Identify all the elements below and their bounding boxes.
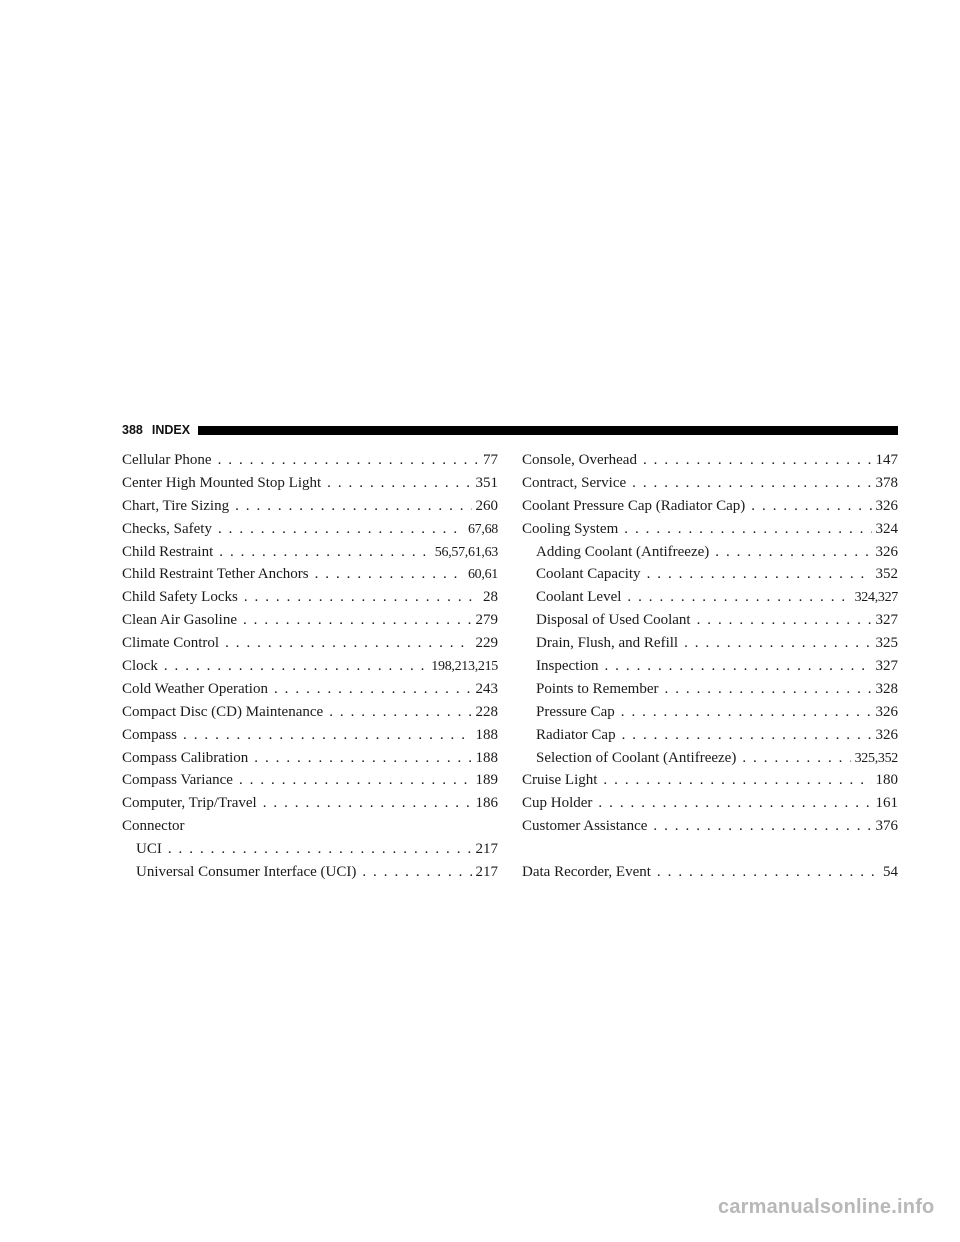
entry-label: Universal Consumer Interface (UCI) bbox=[136, 864, 357, 881]
entry-pages: 188 bbox=[475, 749, 498, 766]
entry-label: Inspection bbox=[536, 658, 599, 675]
index-column-right bbox=[522, 449, 898, 884]
entry-label: Cooling System bbox=[522, 520, 619, 537]
entry-label: Cold Weather Operation bbox=[122, 680, 268, 697]
entry-pages: 67,68 bbox=[467, 521, 498, 537]
entry-pages: 326 bbox=[875, 497, 898, 514]
entry-pages: 77 bbox=[483, 452, 498, 468]
entry-pages: 352 bbox=[875, 566, 898, 583]
index-subentry bbox=[522, 563, 898, 586]
page-number: 388 bbox=[122, 423, 143, 437]
section-title: INDEX bbox=[151, 423, 191, 437]
entry-pages: 147 bbox=[875, 452, 898, 468]
entry-pages: 325,352 bbox=[854, 750, 898, 766]
dot-leader bbox=[603, 769, 871, 792]
dot-leader bbox=[598, 792, 871, 815]
dot-leader bbox=[751, 495, 871, 518]
entry-label: Child Restraint bbox=[122, 543, 214, 560]
page-header bbox=[122, 420, 898, 440]
entry-pages: 228 bbox=[475, 703, 498, 720]
entry-pages: 328 bbox=[875, 680, 898, 697]
entry-label: Points to Remember bbox=[536, 680, 659, 697]
entry-label: Radiator Cap bbox=[536, 726, 616, 743]
entry-pages: 327 bbox=[875, 612, 898, 629]
entry-pages: 327 bbox=[875, 658, 898, 675]
index-entry bbox=[122, 449, 498, 472]
dot-leader bbox=[315, 563, 464, 586]
index-subentry bbox=[522, 747, 898, 770]
index-entry bbox=[122, 632, 498, 655]
index-subentry bbox=[522, 609, 898, 632]
entry-pages: 326 bbox=[875, 703, 898, 720]
dot-leader bbox=[647, 563, 872, 586]
index-subentry bbox=[522, 541, 898, 564]
dot-leader bbox=[604, 655, 871, 678]
index-subentry bbox=[522, 586, 898, 609]
index-entry bbox=[122, 747, 498, 770]
entry-pages: 188 bbox=[475, 726, 498, 743]
dot-leader bbox=[218, 518, 464, 541]
entry-label: Disposal of Used Coolant bbox=[536, 612, 691, 629]
dot-leader bbox=[329, 701, 471, 724]
entry-pages: 260 bbox=[475, 497, 498, 514]
header-rule bbox=[198, 426, 898, 435]
entry-pages: 325 bbox=[875, 635, 898, 652]
dot-leader bbox=[715, 541, 871, 564]
index-entry bbox=[522, 815, 898, 838]
dot-leader bbox=[742, 747, 850, 770]
entry-pages: 198,213,215 bbox=[431, 659, 498, 675]
dot-leader bbox=[225, 632, 471, 655]
dot-leader bbox=[168, 838, 472, 861]
entry-pages: 279 bbox=[475, 612, 498, 629]
entry-label: Clock bbox=[122, 658, 158, 675]
entry-label: Cruise Light bbox=[522, 772, 598, 789]
entry-pages: 351 bbox=[475, 474, 498, 491]
entry-label: Connector bbox=[122, 818, 185, 835]
index-entry bbox=[122, 609, 498, 632]
dot-leader bbox=[684, 632, 871, 655]
entry-pages: 217 bbox=[475, 841, 498, 858]
dot-leader bbox=[254, 747, 471, 770]
entry-label: Cellular Phone bbox=[122, 452, 212, 468]
index-entry bbox=[122, 655, 498, 678]
entry-label: Adding Coolant (Antifreeze) bbox=[536, 543, 710, 560]
index-entry bbox=[522, 769, 898, 792]
entry-label: Compass Calibration bbox=[122, 749, 249, 766]
entry-label: Compass bbox=[122, 726, 178, 743]
index-entry bbox=[122, 518, 498, 541]
dot-leader bbox=[327, 472, 471, 495]
dot-leader bbox=[697, 609, 872, 632]
dot-leader bbox=[653, 815, 871, 838]
index-entry bbox=[122, 541, 498, 564]
index-entry bbox=[122, 769, 498, 792]
index-subentry bbox=[522, 701, 898, 724]
entry-pages: 326 bbox=[875, 726, 898, 743]
entry-label: Compass Variance bbox=[122, 772, 233, 789]
blank-row bbox=[522, 838, 898, 861]
index-entry bbox=[122, 495, 498, 518]
entry-label: UCI bbox=[136, 841, 162, 858]
entry-pages: 376 bbox=[875, 818, 898, 835]
index-subentry bbox=[122, 838, 498, 861]
index-entry bbox=[122, 586, 498, 609]
entry-label: Coolant Pressure Cap (Radiator Cap) bbox=[522, 497, 746, 514]
dot-leader bbox=[622, 724, 872, 747]
entry-label: Customer Assistance bbox=[522, 818, 648, 835]
watermark: carmanualsonline.info bbox=[718, 1196, 935, 1218]
dot-leader bbox=[627, 586, 850, 609]
entry-pages: 217 bbox=[475, 864, 498, 881]
entry-pages: 326 bbox=[875, 543, 898, 560]
entry-label: Child Safety Locks bbox=[122, 589, 238, 606]
index-entry bbox=[122, 724, 498, 747]
dot-leader bbox=[244, 586, 479, 609]
entry-label: Computer, Trip/Travel bbox=[122, 795, 257, 812]
entry-label: Center High Mounted Stop Light bbox=[122, 474, 322, 491]
dot-leader bbox=[164, 655, 427, 678]
dot-leader bbox=[219, 541, 431, 564]
entry-pages: 243 bbox=[475, 680, 498, 697]
dot-leader bbox=[657, 861, 879, 884]
index-subentry bbox=[522, 655, 898, 678]
index-subentry bbox=[522, 632, 898, 655]
entry-pages: 161 bbox=[875, 795, 898, 812]
dot-leader bbox=[183, 724, 471, 747]
entry-label: Data Recorder, Event bbox=[522, 864, 651, 881]
index-subentry bbox=[522, 678, 898, 701]
index-entry bbox=[122, 792, 498, 815]
index-entry bbox=[122, 815, 498, 838]
entry-pages: 56,57,61,63 bbox=[434, 544, 498, 560]
entry-label: Pressure Cap bbox=[536, 703, 615, 720]
dot-leader bbox=[243, 609, 472, 632]
entry-label: Chart, Tire Sizing bbox=[122, 497, 230, 514]
dot-leader bbox=[624, 518, 871, 541]
entry-label: Contract, Service bbox=[522, 474, 627, 491]
index-entry bbox=[122, 472, 498, 495]
dot-leader bbox=[665, 678, 872, 701]
dot-leader bbox=[263, 792, 472, 815]
index-entry bbox=[522, 495, 898, 518]
index-entry bbox=[522, 518, 898, 541]
entry-pages: 378 bbox=[875, 474, 898, 491]
entry-pages: 324,327 bbox=[854, 590, 898, 606]
entry-label: Checks, Safety bbox=[122, 520, 212, 537]
entry-pages: 28 bbox=[483, 589, 498, 606]
entry-pages: 186 bbox=[475, 795, 498, 812]
entry-label: Coolant Capacity bbox=[536, 566, 641, 583]
index-subentry bbox=[522, 724, 898, 747]
index-entry bbox=[122, 701, 498, 724]
entry-label: Selection of Coolant (Antifreeze) bbox=[536, 749, 737, 766]
entry-label: Console, Overhead bbox=[522, 452, 637, 468]
dot-leader bbox=[643, 449, 872, 472]
index-entry bbox=[522, 472, 898, 495]
index-subentry bbox=[122, 861, 498, 884]
entry-pages: 229 bbox=[475, 635, 498, 652]
entry-label: Clean Air Gasoline bbox=[122, 612, 237, 629]
entry-pages: 54 bbox=[883, 864, 898, 881]
entry-pages: 324 bbox=[875, 520, 898, 537]
entry-label: Compact Disc (CD) Maintenance bbox=[122, 703, 324, 720]
index-column-left bbox=[122, 449, 498, 884]
entry-pages: 60,61 bbox=[467, 567, 498, 583]
index-entry bbox=[522, 449, 898, 472]
entry-label: Coolant Level bbox=[536, 589, 622, 606]
dot-leader bbox=[362, 861, 471, 884]
dot-leader bbox=[239, 769, 472, 792]
entry-label: Child Restraint Tether Anchors bbox=[122, 566, 309, 583]
entry-pages: 180 bbox=[875, 772, 898, 789]
dot-leader bbox=[632, 472, 871, 495]
index-entry bbox=[522, 861, 898, 884]
dot-leader bbox=[235, 495, 471, 518]
entry-label: Drain, Flush, and Refill bbox=[536, 635, 679, 652]
dot-leader bbox=[218, 449, 479, 472]
dot-leader bbox=[621, 701, 872, 724]
entry-label: Climate Control bbox=[122, 635, 220, 652]
index-entry bbox=[122, 678, 498, 701]
index-entry bbox=[522, 792, 898, 815]
dot-leader bbox=[274, 678, 472, 701]
index-entry bbox=[122, 563, 498, 586]
entry-pages: 189 bbox=[475, 772, 498, 789]
entry-label: Cup Holder bbox=[522, 795, 593, 812]
